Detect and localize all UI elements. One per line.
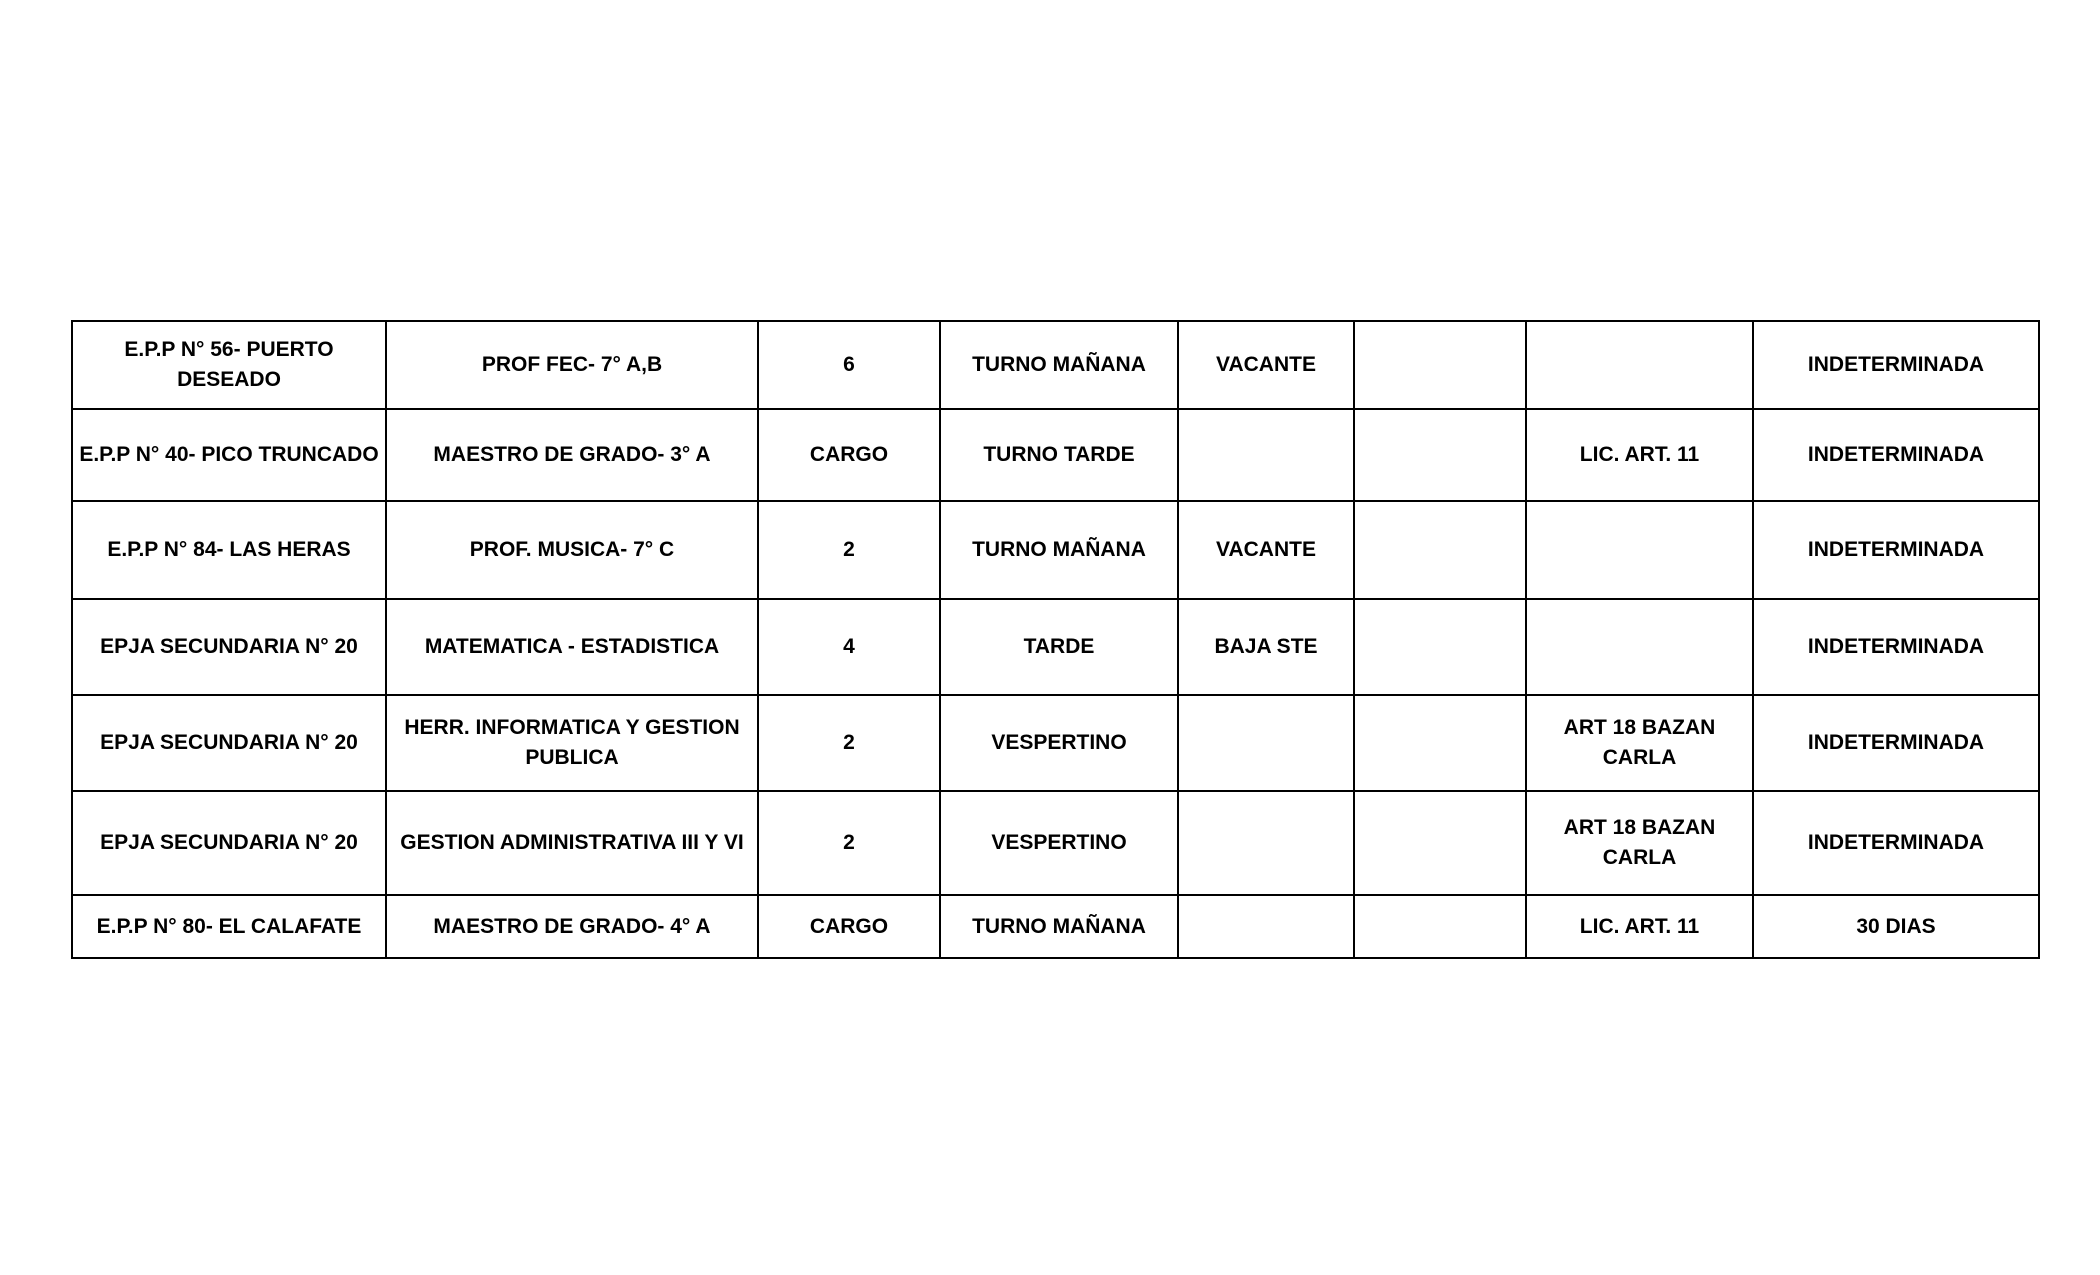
cell-status: [1178, 791, 1354, 895]
cell-hours: 4: [758, 599, 940, 695]
cell-empty: [1354, 895, 1526, 958]
cell-school: EPJA SECUNDARIA N° 20: [72, 599, 386, 695]
cell-empty: [1354, 501, 1526, 599]
cell-shift: VESPERTINO: [940, 695, 1178, 791]
cell-school: E.P.P N° 84- LAS HERAS: [72, 501, 386, 599]
cell-hours: 2: [758, 791, 940, 895]
cell-empty: [1354, 791, 1526, 895]
table-row: [72, 895, 2039, 958]
table-row: [72, 599, 2039, 695]
cell-status: [1178, 695, 1354, 791]
cell-status: [1178, 409, 1354, 501]
cell-shift: TURNO MAÑANA: [940, 501, 1178, 599]
cell-reason: LIC. ART. 11: [1526, 409, 1753, 501]
cell-empty: [1354, 695, 1526, 791]
cell-school: E.P.P N° 80- EL CALAFATE: [72, 895, 386, 958]
cell-position: MATEMATICA - ESTADISTICA: [386, 599, 758, 695]
cell-position: PROF. MUSICA- 7° C: [386, 501, 758, 599]
cell-duration: INDETERMINADA: [1753, 501, 2039, 599]
cell-position: MAESTRO DE GRADO- 4° A: [386, 895, 758, 958]
cell-shift: VESPERTINO: [940, 791, 1178, 895]
table-row: [72, 321, 2039, 409]
table-row: [72, 501, 2039, 599]
cell-hours: CARGO: [758, 895, 940, 958]
cell-position: HERR. INFORMATICA Y GESTION PUBLICA: [386, 695, 758, 791]
cell-duration: INDETERMINADA: [1753, 791, 2039, 895]
cell-reason: [1526, 501, 1753, 599]
cell-hours: CARGO: [758, 409, 940, 501]
cell-school: E.P.P N° 40- PICO TRUNCADO: [72, 409, 386, 501]
cell-position: PROF FEC- 7° A,B: [386, 321, 758, 409]
cell-empty: [1354, 409, 1526, 501]
cell-shift: TARDE: [940, 599, 1178, 695]
cell-duration: INDETERMINADA: [1753, 695, 2039, 791]
cell-position: GESTION ADMINISTRATIVA III Y VI: [386, 791, 758, 895]
cell-duration: INDETERMINADA: [1753, 321, 2039, 409]
cell-position: MAESTRO DE GRADO- 3° A: [386, 409, 758, 501]
cell-duration: INDETERMINADA: [1753, 599, 2039, 695]
cell-reason: LIC. ART. 11: [1526, 895, 1753, 958]
table-row: [72, 409, 2039, 501]
cell-school: E.P.P N° 56- PUERTO DESEADO: [72, 321, 386, 409]
cell-shift: TURNO MAÑANA: [940, 895, 1178, 958]
cell-duration: 30 DIAS: [1753, 895, 2039, 958]
cell-shift: TURNO TARDE: [940, 409, 1178, 501]
cell-school: EPJA SECUNDARIA N° 20: [72, 791, 386, 895]
vacancy-table: [71, 320, 2040, 959]
table-row: [72, 791, 2039, 895]
cell-shift: TURNO MAÑANA: [940, 321, 1178, 409]
cell-reason: ART 18 BAZAN CARLA: [1526, 695, 1753, 791]
cell-status: BAJA STE: [1178, 599, 1354, 695]
cell-empty: [1354, 599, 1526, 695]
cell-hours: 2: [758, 501, 940, 599]
cell-duration: INDETERMINADA: [1753, 409, 2039, 501]
cell-empty: [1354, 321, 1526, 409]
cell-school: EPJA SECUNDARIA N° 20: [72, 695, 386, 791]
cell-status: VACANTE: [1178, 501, 1354, 599]
cell-hours: 2: [758, 695, 940, 791]
cell-reason: ART 18 BAZAN CARLA: [1526, 791, 1753, 895]
cell-reason: [1526, 599, 1753, 695]
cell-status: [1178, 895, 1354, 958]
cell-hours: 6: [758, 321, 940, 409]
cell-status: VACANTE: [1178, 321, 1354, 409]
cell-reason: [1526, 321, 1753, 409]
table-row: [72, 695, 2039, 791]
